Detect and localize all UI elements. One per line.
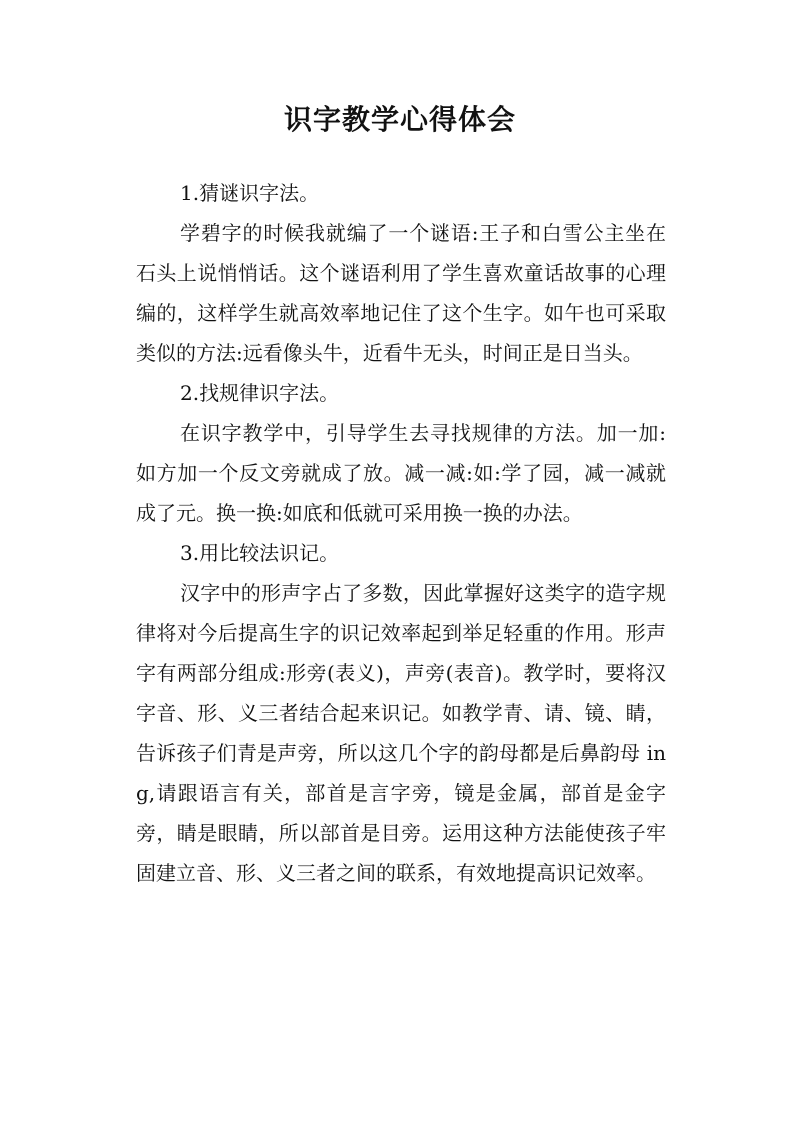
- document-title: 识字教学心得体会: [283, 103, 516, 136]
- paragraph-comparison-example: 汉字中的形声字占了多数，因此掌握好这类字的造字规律将对今后提高生字的识记效率起到举足轻重的作用。形声字有两部分组成:形旁(表义)，声旁(表音)。教学时，要将汉字音、形、义三者结合起来识记。如教学青、请、镜、睛，告诉孩子们青是声旁，所以这几个字的韵母都是后鼻韵母 ing,请跟语言有关，部首是言字旁，镜是金属，部首是金字旁，睛是眼睛，所以部首是目旁。运用这种方法能使孩子牢固建立音、形、义三者之间的联系，有效地提高识记效率。: [136, 581, 666, 885]
- paragraph-pattern-example: 在识字教学中，引导学生去寻找规律的方法。加一加:如方加一个反文旁就成了放。减一减:如:学了园，减一减就成了元。换一换:如底和低就可采用换一换的办法。: [136, 421, 666, 525]
- paragraph-riddle-example: 学碧字的时候我就编了一个谜语:王子和白雪公主坐在石头上说悄悄话。这个谜语利用了学生喜欢童话故事的心理编的，这样学生就高效率地记住了这个生字。如午也可采取类似的方法:远看像头牛，近看牛无头，时间正是日当头。: [136, 221, 666, 365]
- document-body: [136, 173, 666, 893]
- heading-guess-riddle-method: 1.猜谜识字法。: [180, 181, 320, 205]
- heading-find-pattern-method: 2.找规律识字法。: [180, 381, 340, 405]
- heading-comparison-method: 3.用比较法识记。: [180, 541, 340, 565]
